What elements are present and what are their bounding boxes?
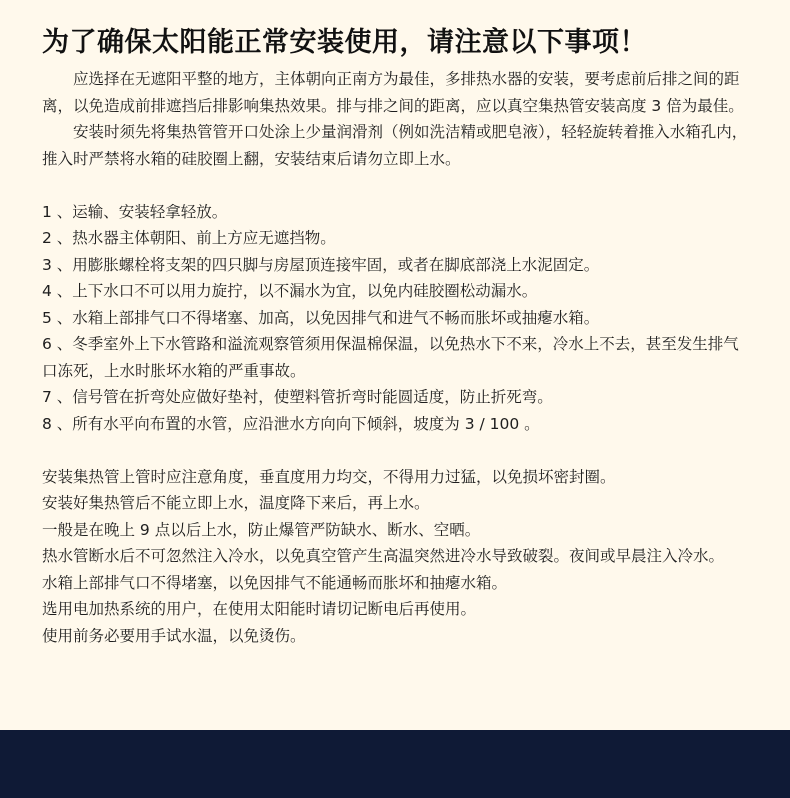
page-title: 为了确保太阳能正常安装使用，请注意以下事项！ — [42, 27, 647, 58]
list-item: 6 、冬季室外上下水管路和溢流观察管须用保温棉保温，以免热水下不来，冷水上不去，甚至发生排气口冻死，上水时胀坏水箱的严重事故。 — [42, 335, 739, 380]
list-item: 7 、信号管在折弯处应做好垫衬，使塑料管折弯时能圆适度，防止折死弯。 — [42, 388, 553, 406]
list-item: 4 、上下水口不可以用力旋拧，以不漏水为宜，以免内硅胶圈松动漏水。 — [42, 282, 538, 300]
spacer — [42, 172, 754, 199]
note-item: 使用前务必要用手试水温，以免烫伤。 — [42, 626, 306, 645]
list-item: 2 、热水器主体朝阳、前上方应无遮挡物。 — [42, 229, 336, 247]
note-item: 一般是在晚上 9 点以后上水，防止爆管严防缺水、断水、空晒。 — [42, 520, 481, 539]
spacer — [42, 437, 754, 464]
note-item: 选用电加热系统的用户，在使用太阳能时请切记断电后再使用。 — [42, 600, 477, 618]
list-item: 3 、用膨胀螺栓将支架的四只脚与房屋顶连接牢固，或者在脚底部浇上水泥固定。 — [42, 255, 600, 274]
note-item: 水箱上部排气口不得堵塞，以免因排气不能通畅而胀坏和抽瘪水箱。 — [42, 573, 508, 592]
footer-bar — [0, 730, 790, 798]
intro-paragraph: 安装时须先将集热管管开口处涂上少量润滑剂（例如洗洁精或肥皂液），轻轻旋转着推入水箱孔内，推入时严禁将水箱的硅胶圈上翻，安装结束后请勿立即上水。 — [42, 123, 748, 168]
numbered-list — [42, 199, 754, 438]
list-item: 8 、所有水平向布置的水管，应沿泄水方向向下倾斜，坡度为 3 / 100 。 — [42, 414, 540, 433]
instructions-content — [42, 66, 754, 649]
list-item: 5 、水箱上部排气口不得堵塞、加高，以免因排气和进气不畅而胀坏或抽瘪水箱。 — [42, 308, 600, 327]
intro-paragraph: 应选择在无遮阳平整的地方，主体朝向正南方为最佳，多排热水器的安装，要考虑前后排之间的距离，以免造成前排遮挡后排影响集热效果。排与排之间的距离，应以真空集热管安装高度 3 倍为最佳。 — [42, 70, 744, 115]
note-item: 热水管断水后不可忽然注入冷水，以免真空管产生高温突然进冷水导致破裂。夜间或早晨注入冷水。 — [42, 547, 725, 565]
note-item: 安装好集热管后不能立即上水，温度降下来后，再上水。 — [42, 494, 430, 512]
notes-list — [42, 464, 754, 650]
note-item: 安装集热管上管时应注意角度，垂直度用力均交，不得用力过猛，以免损坏密封圈。 — [42, 467, 616, 486]
list-item: 1 、运输、安装轻拿轻放。 — [42, 202, 228, 221]
